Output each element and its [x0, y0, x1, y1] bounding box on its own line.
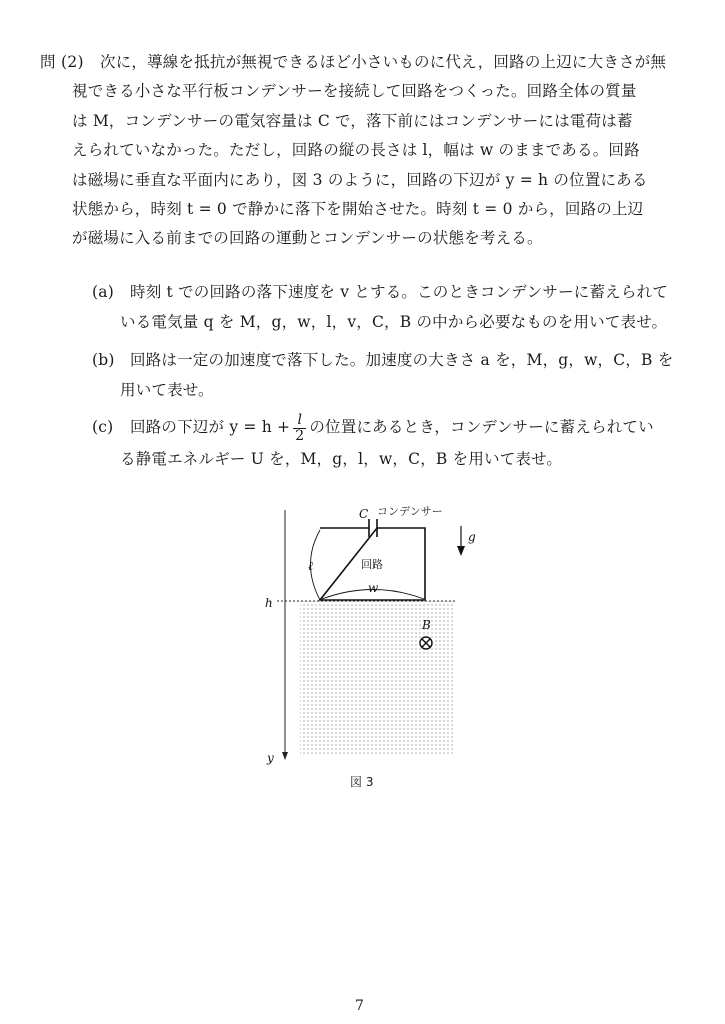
subquestion-text: る静電エネルギー U を，M，g，l，w，C，B を用いて表せ。: [120, 449, 563, 468]
fraction-numerator: l: [293, 413, 306, 429]
subquestion-text: 用いて表せ。: [120, 381, 214, 399]
magnetic-field-region: [300, 601, 455, 754]
width-label: w: [368, 581, 379, 595]
intro-line: 視できる小さな平行板コンデンサーを接続して回路をつくった。回路全体の質量: [72, 82, 637, 101]
subquestion-label: (a): [92, 283, 114, 301]
intro-line: は磁場に垂直な平面内にあり，図 3 のように，回路の下辺が y = h の位置にある: [72, 170, 648, 189]
capacitor-symbol: C: [359, 507, 369, 521]
length-label: ℓ: [308, 559, 313, 573]
subquestion-label: (b): [92, 351, 115, 369]
subquestion-b: [92, 345, 692, 405]
question-intro: [72, 48, 688, 254]
question-label: 問 (2): [40, 53, 84, 71]
fraction: [293, 413, 306, 444]
into-page-icon: [420, 637, 432, 649]
fraction-denominator: 2: [295, 427, 305, 444]
figure-caption: 図 3: [350, 775, 374, 789]
intro-line: えられていなかった。ただし，回路の縦の長さは l，幅は w のままである。回路: [72, 141, 640, 160]
field-label: B: [422, 618, 431, 632]
subquestion-label: (c): [92, 418, 114, 436]
circuit-label: 回路: [361, 558, 383, 571]
intro-line: は M，コンデンサーの電気容量は C で，落下前にはコンデンサーには電荷は蓄: [72, 111, 633, 130]
gravity-label: g: [468, 530, 476, 544]
capacitor-label: コンデンサー: [377, 505, 443, 518]
subquestion-a: [92, 277, 692, 337]
intro-line: 状態から，時刻 t = 0 で静かに落下を開始させた。時刻 t = 0 から，回路の上辺: [72, 200, 644, 219]
intro-line: 次に，導線を抵抗が無視できるほど小さいものに代え，回路の上辺に大きさが無: [100, 53, 667, 71]
subquestion-text: 回路は一定の加速度で落下した。加速度の大きさ a を，M，g，w，C，B を: [130, 351, 674, 369]
subquestion-c: [92, 412, 692, 474]
figure-3: [255, 500, 495, 800]
subquestion-text: いる電気量 q を M，g，w，l，v，C，B の中から必要なものを用いて表せ。: [120, 313, 668, 331]
intro-line: が磁場に入る前までの回路の運動とコンデンサーの状態を考える。: [72, 229, 543, 248]
subquestion-text: の位置にあるとき，コンデンサーに蓄えられてい: [309, 418, 654, 436]
height-label: h: [265, 596, 273, 610]
subquestion-text: 時刻 t での回路の落下速度を v とする。このときコンデンサーに蓄えられて: [130, 283, 668, 301]
gravity-arrowhead: [457, 546, 465, 556]
subquestion-text: 回路の下辺が y = h +: [130, 418, 291, 436]
axis-label: y: [267, 751, 274, 765]
page-number: 7: [355, 998, 364, 1014]
y-axis-arrow: [282, 752, 288, 760]
